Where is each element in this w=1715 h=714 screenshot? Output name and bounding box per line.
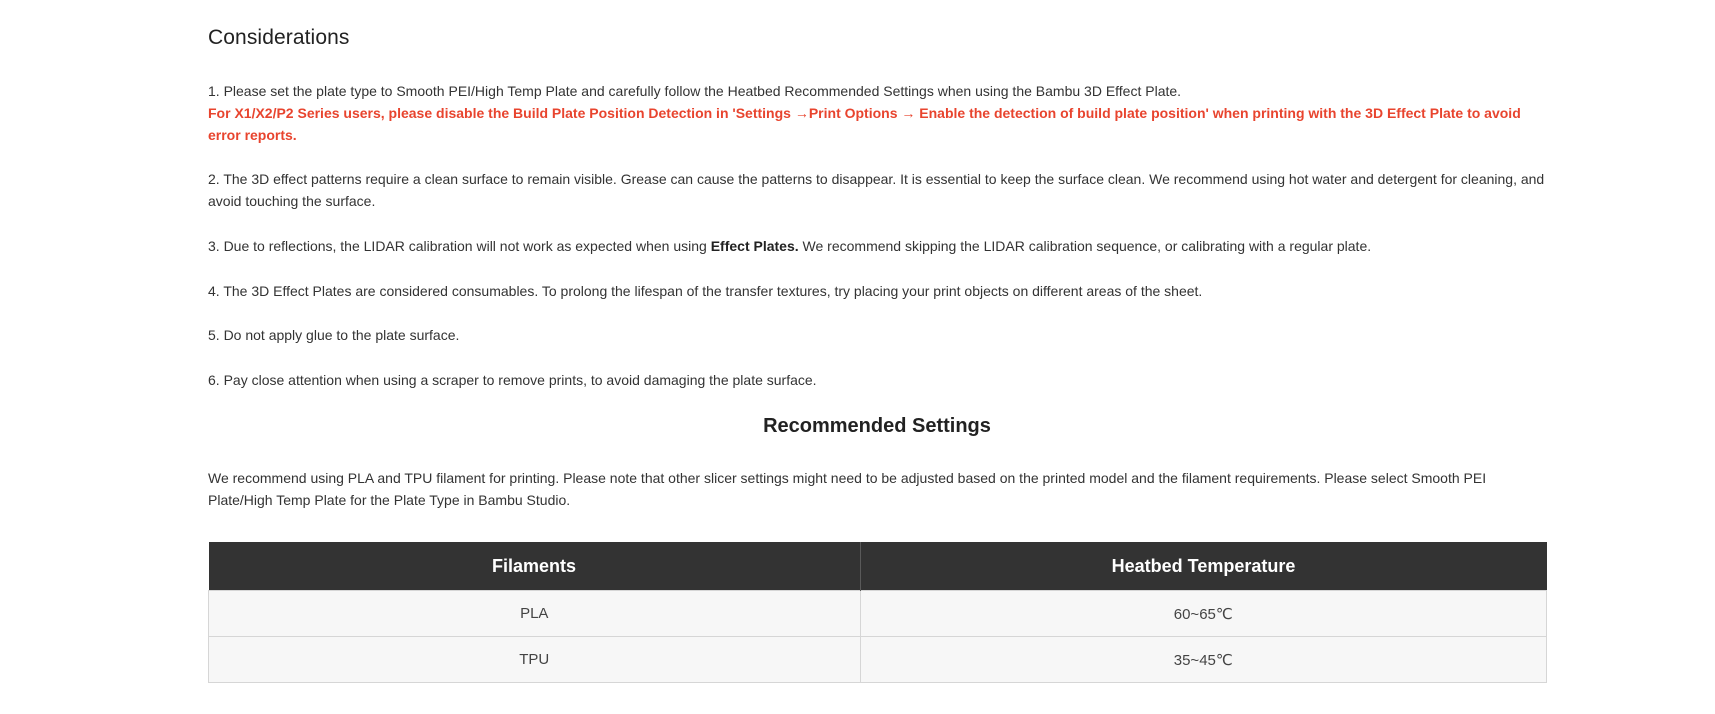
consideration-item-2: 2. The 3D effect patterns require a clean surface to remain visible. Grease can cause the patterns to disappear. It is essential to keep the surface clean. We recommend using hot water and detergent for cleaning, and avoid touching the surface. [208,171,1545,209]
table-row [209,637,1547,683]
consideration-item-3 [208,235,1546,257]
temperature-cell: 35~45℃ [860,637,1547,683]
table-row [209,591,1547,637]
temperature-cell: 60~65℃ [860,591,1547,637]
consideration-item-3-before: 3. Due to reflections, the LIDAR calibration will not work as expected when using [208,238,711,254]
filament-cell: PLA [209,591,861,637]
table-header-row [209,542,1547,591]
consideration-item-3-after: We recommend skipping the LIDAR calibration sequence, or calibrating with a regular plate. [798,238,1372,254]
consideration-item-6: 6. Pay close attention when using a scraper to remove prints, to avoid damaging the plate surface. [208,372,817,388]
recommended-intro: We recommend using PLA and TPU filament for printing. Please note that other slicer settings might need to be adjusted based on the printed model and the filament requirements. Please select Smooth PEI Plate/High Temp Plate for the Plate Type in Bambu Studio. [208,470,1487,508]
heatbed-settings-table [208,542,1547,683]
considerations-title: Considerations [208,26,350,49]
filament-cell: TPU [209,637,861,683]
build-plate-detection-warning: For X1/X2/P2 Series users, please disable the Build Plate Position Detection in 'Settings →Print Options → Enable the detection of build plate position' when printing with the 3D Effect Plate to avoid error reports. [208,105,1521,143]
consideration-item-3-bold: Effect Plates. [710,238,799,254]
recommended-settings-title: Recommended Settings [763,415,991,437]
header-filaments: Filaments [209,542,861,591]
header-heatbed-temperature: Heatbed Temperature [860,542,1547,591]
consideration-item-4: 4. The 3D Effect Plates are considered consumables. To prolong the lifespan of the transfer textures, try placing your print objects on different areas of the sheet. [208,283,1203,299]
consideration-item-1-text: 1. Please set the plate type to Smooth PEI/High Temp Plate and carefully follow the Heatbed Recommended Settings when using the Bambu 3D Effect Plate. [208,83,1182,99]
consideration-item-5: 5. Do not apply glue to the plate surface. [208,327,460,343]
consideration-item-1 [208,80,1546,146]
